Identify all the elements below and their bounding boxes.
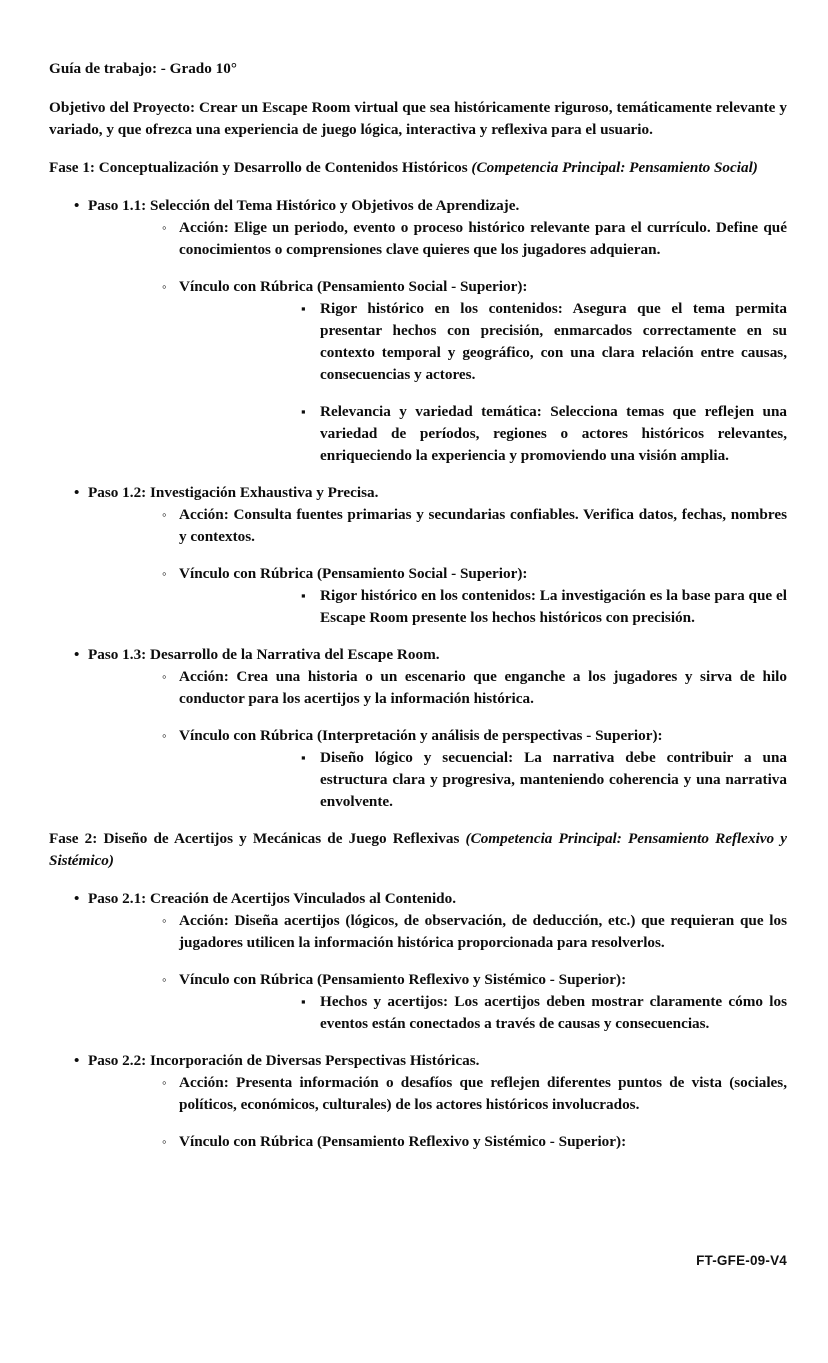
list-item [88, 969, 787, 1035]
document-header-line: Guía de trabajo: - Grado 10° [49, 60, 237, 77]
list-item [179, 585, 787, 629]
step-detail-list [88, 666, 787, 813]
list-item [88, 1131, 787, 1153]
phase-1-heading-main: Fase 1: Conceptualización y Desarrollo de Contenidos Históricos [49, 159, 472, 176]
circle-bullet-icon [162, 1072, 167, 1094]
step-title: Paso 2.1: Creación de Acertijos Vinculados al Contenido. [88, 890, 457, 907]
phase-2-step-list [49, 888, 787, 1153]
step-title: Paso 1.1: Selección del Tema Histórico y Objetivos de Aprendizaje. [88, 197, 520, 214]
rubric-criteria-list [179, 585, 787, 629]
list-item [49, 644, 787, 813]
step-detail-list [88, 504, 787, 629]
disc-bullet-icon [74, 1050, 79, 1072]
list-item [88, 1072, 787, 1116]
list-item [88, 725, 787, 813]
square-bullet-icon [301, 991, 306, 1013]
rubric-criterion: Rigor histórico en los contenidos: Asegura que el tema permita presentar hechos con precisión, enmarcados correctamente en su contexto temporal y geográfico, con una clara relación entre causas, consecuencias y actores. [320, 300, 787, 383]
rubric-criterion: Relevancia y variedad temática: Selecciona temas que reflejen una variedad de períodos, regiones o actores históricos relevantes, enriqueciendo la experiencia y promoviendo una visión amplia. [320, 403, 787, 464]
list-item [88, 217, 787, 261]
circle-bullet-icon [162, 666, 167, 688]
step-action: Acción: Crea una historia o un escenario que enganche a los jugadores y sirva de hilo conductor para los acertijos y la información histórica. [179, 668, 787, 707]
list-item [88, 504, 787, 548]
rubric-criterion: Hechos y acertijos: Los acertijos deben mostrar claramente cómo los eventos están conectados a través de causas y consecuencias. [320, 993, 787, 1032]
circle-bullet-icon [162, 276, 167, 298]
phase-1-step-list [49, 195, 787, 813]
step-detail-list [88, 1072, 787, 1153]
rubric-link-label: Vínculo con Rúbrica (Pensamiento Reflexivo y Sistémico - Superior): [179, 971, 627, 988]
rubric-criterion: Diseño lógico y secuencial: La narrativa debe contribuir a una estructura clara y progresiva, manteniendo coherencia y una narrativa envolvente. [320, 749, 787, 810]
phase-2-heading-italic: (Competencia Principal: Pensamiento Reflexivo y Sistémico) [49, 830, 788, 869]
rubric-link-label: Vínculo con Rúbrica (Pensamiento Reflexivo y Sistémico - Superior): [179, 1133, 627, 1150]
circle-bullet-icon [162, 563, 167, 585]
phase-1-heading-italic: (Competencia Principal: Pensamiento Social) [471, 159, 758, 176]
list-item [88, 666, 787, 710]
list-item [88, 910, 787, 954]
list-item [179, 747, 787, 813]
step-action: Acción: Elige un periodo, evento o proceso histórico relevante para el currículo. Define qué conocimientos o comprensiones clave quieres que los jugadores adquieran. [179, 219, 787, 258]
step-title: Paso 1.3: Desarrollo de la Narrativa del Escape Room. [88, 646, 440, 663]
circle-bullet-icon [162, 217, 167, 239]
project-objective-paragraph: Objetivo del Proyecto: Crear un Escape Room virtual que sea históricamente riguroso, temáticamente relevante y variado, y que ofrezca una experiencia de juego lógica, interactiva y reflexiva para el usuario. [49, 99, 787, 138]
step-title: Paso 2.2: Incorporación de Diversas Perspectivas Históricas. [88, 1052, 480, 1069]
step-title: Paso 1.2: Investigación Exhaustiva y Precisa. [88, 484, 379, 501]
phase-2-heading [49, 828, 787, 872]
disc-bullet-icon [74, 888, 79, 910]
square-bullet-icon [301, 298, 306, 320]
form-code-footer: FT-GFE-09-V4 [696, 1253, 787, 1268]
rubric-link-label: Vínculo con Rúbrica (Interpretación y análisis de perspectivas - Superior): [179, 727, 663, 744]
square-bullet-icon [301, 747, 306, 769]
list-item [179, 991, 787, 1035]
list-item [179, 401, 787, 467]
circle-bullet-icon [162, 1131, 167, 1153]
rubric-criteria-list [179, 991, 787, 1035]
phase-1-heading [49, 157, 787, 179]
phase-2-heading-main: Fase 2: Diseño de Acertijos y Mecánicas de Juego Reflexivas [49, 830, 466, 847]
list-item [49, 195, 787, 467]
disc-bullet-icon [74, 195, 79, 217]
square-bullet-icon [301, 585, 306, 607]
square-bullet-icon [301, 401, 306, 423]
list-item [179, 298, 787, 386]
rubric-criteria-list [179, 747, 787, 813]
list-item [88, 563, 787, 629]
rubric-criterion: Rigor histórico en los contenidos: La investigación es la base para que el Escape Room presente los hechos históricos con precisión. [320, 587, 787, 626]
disc-bullet-icon [74, 644, 79, 666]
step-action: Acción: Presenta información o desafíos que reflejen diferentes puntos de vista (sociales, políticos, económicos, culturales) de los actores históricos involucrados. [179, 1074, 787, 1113]
disc-bullet-icon [74, 482, 79, 504]
circle-bullet-icon [162, 504, 167, 526]
step-action: Acción: Diseña acertijos (lógicos, de observación, de deducción, etc.) que requieran que los jugadores utilicen la información histórica proporcionada para resolverlos. [179, 912, 787, 951]
rubric-criteria-list [179, 298, 787, 467]
list-item [49, 888, 787, 1035]
step-action: Acción: Consulta fuentes primarias y secundarias confiables. Verifica datos, fechas, nombres y contextos. [179, 506, 787, 545]
document-body [49, 58, 787, 1153]
list-item [49, 1050, 787, 1153]
circle-bullet-icon [162, 725, 167, 747]
circle-bullet-icon [162, 910, 167, 932]
step-detail-list [88, 217, 787, 467]
list-item [49, 482, 787, 629]
rubric-link-label: Vínculo con Rúbrica (Pensamiento Social - Superior): [179, 278, 528, 295]
rubric-link-label: Vínculo con Rúbrica (Pensamiento Social - Superior): [179, 565, 528, 582]
list-item [88, 276, 787, 467]
circle-bullet-icon [162, 969, 167, 991]
step-detail-list [88, 910, 787, 1035]
